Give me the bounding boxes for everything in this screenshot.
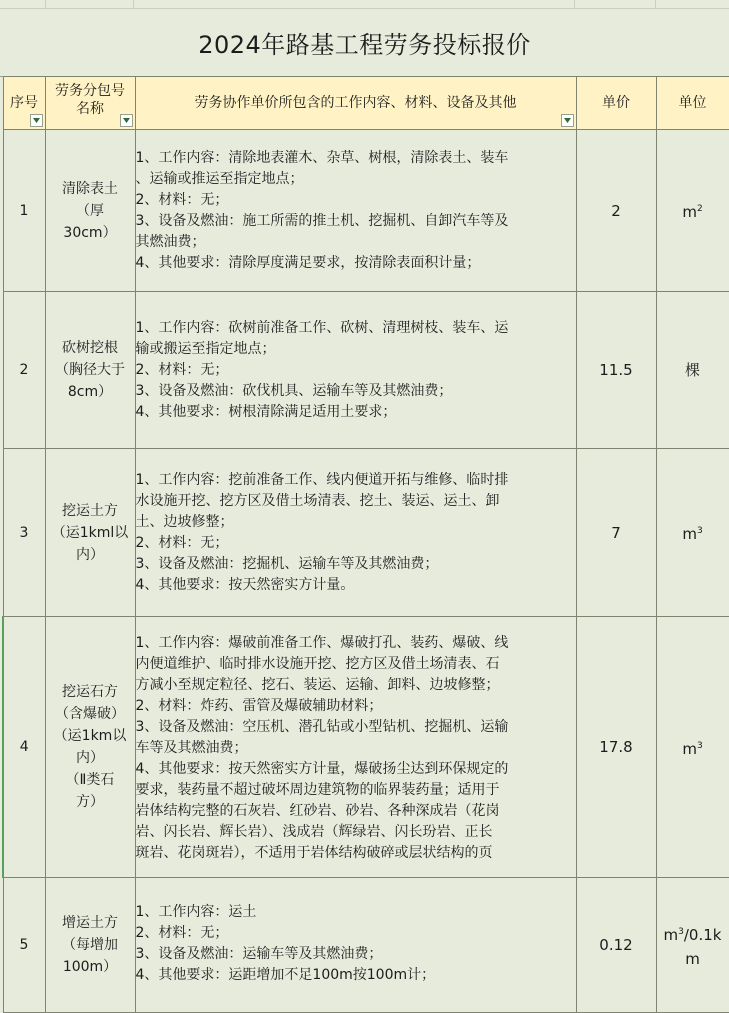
unit-superscript: 3 (678, 926, 684, 937)
cell-name-line: （运1kml以 (51, 524, 129, 541)
cell-description-line: 3、设备及燃油：砍伐机具、运输车等及其燃油费； (135, 382, 453, 399)
table-row (3, 449, 729, 617)
cell-unit[interactable] (656, 617, 729, 878)
cell-description-line: 2、材料：无； (135, 191, 229, 208)
table-row (3, 617, 729, 878)
cell-description-line: 1、工作内容：爆破前准备工作、爆破打孔、装药、爆破、线 (135, 634, 509, 651)
cell-unit[interactable] (656, 292, 729, 449)
cell-description-line: 岩体结构完整的石灰岩、红砂岩、砂岩、各种深成岩（花岗 (135, 802, 500, 819)
cell-price[interactable]: 11.5 (576, 292, 656, 449)
cell-price[interactable]: 7 (576, 449, 656, 617)
unit-base: m (663, 925, 679, 944)
header-price[interactable] (576, 77, 656, 130)
cell-no[interactable]: 1 (3, 130, 45, 292)
cell-no[interactable]: 4 (3, 617, 45, 878)
cell-unit[interactable] (656, 878, 729, 1013)
unit-base: m (682, 525, 697, 543)
header-price-label: 单价 (602, 95, 630, 111)
cell-description-line: 2、材料：无； (135, 925, 229, 941)
cell-name-line: 内） (76, 750, 104, 766)
cell-name-line: （含爆破） (55, 706, 125, 722)
cell-name[interactable] (45, 292, 135, 449)
cell-description-line: 方减小至规定粒径、挖石、装运、运输、卸料、边坡修整； (135, 676, 500, 693)
cell-description[interactable] (135, 617, 576, 878)
cell-name-line: （每增加 (62, 937, 118, 953)
unit-superscript: 2 (696, 204, 703, 214)
cell-name-line: 砍树挖根 (62, 340, 118, 356)
unit-superscript: 3 (696, 740, 703, 751)
unit-base: m (682, 739, 697, 758)
cell-description-line: 4、其他要求：按天然密实方计量，爆破扬尘达到环保规定的 (135, 760, 509, 777)
cell-name-line: 方） (76, 794, 104, 810)
cell-name-line: 清除表土 (62, 180, 118, 197)
header-name[interactable] (45, 77, 135, 130)
cell-description-line: 2、材料：无； (135, 361, 229, 378)
cell-description-line: 2、材料：无； (135, 534, 229, 551)
cell-description-line: 4、其他要求：清除厚度满足要求，按清除表面积计量； (135, 254, 481, 271)
cell-description-line: 其燃油费； (135, 233, 206, 250)
cell-name-line: 内） (76, 546, 104, 563)
cell-description-line: 2、材料：炸药、雷管及爆破辅助材料； (135, 697, 383, 714)
unit-tail: /0.1k m (683, 925, 722, 968)
table-row (3, 878, 729, 1013)
table-row (3, 130, 729, 292)
cell-description-line: 内便道维护、临时排水设施开挖、挖方区及借土场清表、石 (135, 655, 500, 672)
cell-description-line: 要求，装药量不超过破坏周边建筑物的临界装药量；适用于 (135, 781, 500, 798)
cell-description-line: 、运输或推运至指定地点； (135, 170, 304, 187)
price-table (2, 76, 729, 1013)
filter-dropdown-icon[interactable] (30, 114, 43, 127)
header-name-line2: 名称 (76, 101, 104, 117)
cell-description-line: 4、其他要求：树根清除满足适用土要求； (135, 403, 397, 420)
sheet-title[interactable]: 2024年路基工程劳务投标报价 (0, 8, 729, 77)
cell-name-line: （厚 (76, 202, 104, 219)
cell-no[interactable]: 5 (3, 878, 45, 1013)
cell-description-line: 车等及其燃油费； (135, 739, 248, 756)
cell-description-line: 斑岩、花岗斑岩），不适用于岩体结构破碎或层状结构的页 (135, 844, 493, 861)
header-unit-label: 单位 (678, 95, 707, 111)
cell-description-line: 1、工作内容：清除地表灌木、杂草、树根，清除表土、装车 (135, 149, 509, 166)
header-no[interactable] (3, 77, 45, 130)
unit-base: m (682, 203, 697, 221)
unit-superscript: 3 (696, 526, 703, 536)
cell-description[interactable] (135, 449, 576, 617)
cell-name-line: 挖运石方 (62, 684, 118, 700)
cell-name[interactable] (45, 449, 135, 617)
cell-no[interactable]: 3 (3, 449, 45, 617)
header-unit[interactable] (656, 77, 729, 130)
filter-dropdown-icon[interactable] (120, 114, 133, 127)
cell-description-line: 3、设备及燃油：运输车等及其燃油费； (135, 946, 383, 962)
cell-description-line: 1、工作内容：挖前准备工作、线内便道开拓与维修、临时排 (135, 471, 509, 488)
filter-dropdown-icon[interactable] (561, 114, 574, 127)
cell-name-line: 挖运土方 (62, 502, 118, 519)
cell-description-line: 岩、闪长岩、辉长岩）、浅成岩（辉绿岩、闪长玢岩、正长 (135, 823, 493, 840)
cell-name-line: （胸径大于 (55, 362, 125, 378)
cell-unit[interactable] (656, 130, 729, 292)
header-desc-label: 劳务协作单价所包含的工作内容、材料、设备及其他 (194, 95, 517, 111)
cell-name-line: 8cm） (67, 384, 113, 400)
cell-name[interactable] (45, 130, 135, 292)
cell-name-line: （运1km以 (53, 728, 127, 744)
header-desc[interactable] (135, 77, 576, 130)
cell-description-line: 4、其他要求：运距增加不足100m按100m计； (135, 967, 436, 983)
cell-name-line: 增运土方 (62, 915, 118, 931)
header-row (3, 77, 729, 130)
cell-description-line: 输或搬运至指定地点； (135, 340, 276, 357)
cell-name-line: （Ⅱ类石 (65, 772, 115, 788)
unit-base: 棵 (684, 361, 700, 379)
cell-price[interactable]: 0.12 (576, 878, 656, 1013)
cell-description-line: 1、工作内容：运土 (135, 904, 257, 920)
header-name-line1: 劳务分包号 (55, 83, 125, 99)
cell-description-line: 3、设备及燃油：施工所需的推土机、挖掘机、自卸汽车等及 (135, 212, 509, 229)
cell-price[interactable]: 2 (576, 130, 656, 292)
cell-name-line: 30cm） (63, 224, 117, 241)
cell-description-line: 3、设备及燃油：挖掘机、运输车等及其燃油费； (135, 555, 439, 572)
cell-unit[interactable] (656, 449, 729, 617)
cell-description-line: 1、工作内容：砍树前准备工作、砍树、清理树枝、装车、运 (135, 319, 509, 336)
cell-no[interactable]: 2 (3, 292, 45, 449)
header-no-label: 序号 (10, 95, 38, 111)
cell-description[interactable] (135, 130, 576, 292)
table-row (3, 292, 729, 449)
cell-name[interactable] (45, 878, 135, 1013)
cell-description-line: 3、设备及燃油：空压机、潜孔钻或小型钻机、挖掘机、运输 (135, 718, 509, 735)
cell-price[interactable]: 17.8 (576, 617, 656, 878)
cell-description-line: 4、其他要求：按天然密实方计量。 (135, 576, 355, 593)
cell-name[interactable] (45, 617, 135, 878)
cell-description[interactable] (135, 292, 576, 449)
cell-description[interactable] (135, 878, 576, 1013)
cell-description-line: 土、边坡修整； (135, 513, 234, 530)
cell-name-line: 100m） (62, 959, 118, 975)
cell-description-line: 水设施开挖、挖方区及借土场清表、挖土、装运、运土、卸 (135, 492, 500, 509)
